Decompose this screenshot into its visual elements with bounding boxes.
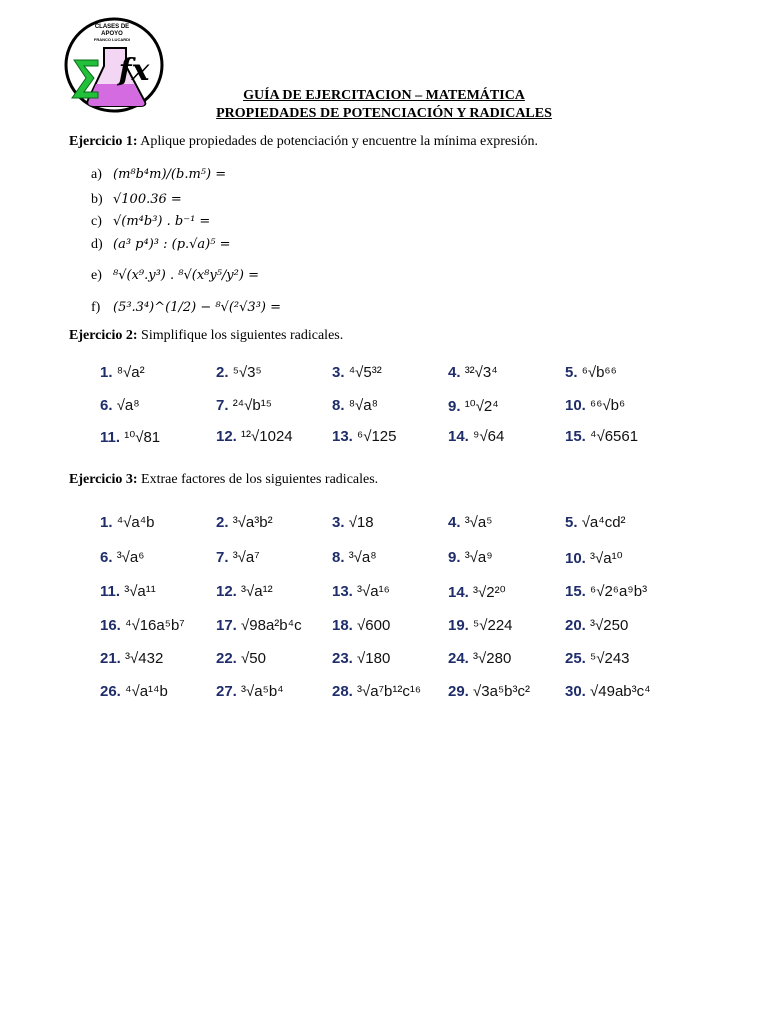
- item-number: 9.: [448, 398, 461, 415]
- item-expression: (a³ p⁴)³ : (p.√a)⁵ =: [113, 237, 231, 252]
- logo-line2: APOYO: [101, 31, 123, 37]
- item-number: 9.: [448, 549, 461, 566]
- item-radical: ⁵√243: [590, 650, 630, 667]
- item-radical: √180: [357, 650, 391, 667]
- item-number: 30.: [565, 683, 586, 700]
- item-number: 19.: [448, 617, 469, 634]
- logo-fx: fx: [118, 53, 150, 88]
- item-number: 3.: [332, 364, 345, 381]
- item-number: 21.: [100, 650, 121, 667]
- item-radical: ⁴√16a⁵b⁷: [125, 617, 185, 634]
- ex3-item: [448, 549, 493, 566]
- item-number: 10.: [565, 397, 586, 414]
- item-radical: ⁶⁶√b⁶: [590, 397, 626, 414]
- ex3-item: [565, 650, 630, 667]
- ex3-item: [565, 583, 647, 600]
- ex2-item: [448, 397, 499, 415]
- ex3-item: [332, 617, 390, 634]
- ex2-item: [332, 364, 382, 381]
- ex2-item: [565, 364, 617, 381]
- ex3-item: [332, 683, 421, 700]
- item-radical: √18: [348, 514, 374, 531]
- ex3-item: [100, 549, 144, 566]
- item-number: 12.: [216, 583, 237, 600]
- ex2-item: [332, 397, 378, 414]
- item-radical: ⁶√b⁶⁶: [581, 364, 617, 381]
- exercise-3-text: Extrae factores de los siguientes radicales.: [137, 472, 379, 487]
- item-radical: ³√a⁶: [116, 549, 145, 566]
- logo-line1: CLASES DE: [94, 24, 130, 30]
- exercise-3-heading: [69, 472, 378, 488]
- item-radical: ³√280: [473, 650, 512, 667]
- item-radical: ³√a⁷b¹²c¹⁶: [357, 683, 422, 700]
- item-radical: ⁴√a⁴b: [116, 514, 155, 531]
- item-radical: √50: [241, 650, 266, 667]
- ex3-item: [448, 683, 530, 700]
- item-label: b): [91, 192, 103, 207]
- item-label: a): [91, 167, 102, 182]
- item-radical: ⁴√5³²: [348, 364, 382, 381]
- exercise-3-label: Ejercicio 3:: [69, 472, 138, 487]
- item-number: 22.: [216, 650, 237, 667]
- exercise-1-item-c: [91, 213, 210, 230]
- item-number: 6.: [100, 397, 113, 414]
- item-number: 13.: [332, 583, 353, 600]
- ex2-item: [565, 397, 625, 414]
- item-radical: √600: [357, 617, 391, 634]
- ex2-item: [332, 428, 396, 445]
- exercise-1-text: Aplique propiedades de potenciación y encuentre la mínima expresión.: [137, 134, 538, 149]
- item-number: 13.: [332, 428, 353, 445]
- ex3-item: [216, 683, 284, 700]
- ex3-item: [332, 514, 374, 531]
- item-radical: ³√a⁵b⁴: [241, 683, 284, 700]
- item-expression: √(m⁴b³) . b⁻¹ =: [113, 214, 211, 229]
- item-expression: ⁸√(x⁹.y³) . ⁸√(x⁸y⁵/y²) =: [113, 268, 259, 283]
- ex3-item: [216, 514, 273, 531]
- ex2-item: [100, 364, 145, 381]
- exercise-1-item-a: [91, 166, 226, 183]
- exercise-1-item-d: [91, 236, 231, 253]
- item-radical: ⁹√64: [473, 428, 505, 445]
- ex3-item: [565, 617, 628, 634]
- item-number: 18.: [332, 617, 353, 634]
- item-label: c): [91, 214, 102, 229]
- item-number: 7.: [216, 549, 229, 566]
- item-radical: ¹²√1024: [241, 428, 293, 445]
- item-radical: ⁸√a⁸: [348, 397, 378, 414]
- item-number: 16.: [100, 617, 121, 634]
- item-radical: √3a⁵b³c²: [473, 683, 530, 700]
- exercise-1-item-e: [91, 267, 259, 284]
- item-number: 1.: [100, 514, 113, 531]
- item-number: 11.: [100, 429, 121, 446]
- item-radical: ¹⁰√2⁴: [464, 398, 499, 415]
- item-radical: ³√a¹⁰: [590, 550, 623, 567]
- item-radical: ⁶√2⁶a⁹b³: [590, 583, 648, 600]
- exercise-2-text: Simplifique los siguientes radicales.: [137, 328, 344, 343]
- item-radical: ³√a¹⁶: [357, 583, 390, 600]
- item-radical: ³√a³b²: [232, 514, 273, 531]
- item-radical: √a⁸: [116, 397, 140, 414]
- item-number: 3.: [332, 514, 345, 531]
- item-radical: √a⁴cd²: [581, 514, 626, 531]
- item-radical: ³√a⁷: [232, 549, 260, 566]
- item-number: 28.: [332, 683, 353, 700]
- exercise-1-label: Ejercicio 1:: [69, 134, 138, 149]
- ex3-item: [332, 583, 390, 600]
- item-radical: ³√a⁵: [464, 514, 493, 531]
- ex3-item: [100, 617, 185, 634]
- ex2-item: [100, 397, 140, 414]
- exercise-1-item-f: [91, 299, 281, 316]
- ex3-item: [448, 617, 513, 634]
- item-radical: ⁴√a¹⁴b: [125, 683, 168, 700]
- item-number: 29.: [448, 683, 469, 700]
- ex3-item: [332, 549, 377, 566]
- item-radical: √98a²b⁴c: [241, 617, 302, 634]
- item-number: 17.: [216, 617, 237, 634]
- ex3-item: [565, 549, 623, 567]
- item-radical: ⁸√a²: [116, 364, 145, 381]
- ex3-item: [216, 549, 260, 566]
- exercise-1-heading: [69, 134, 538, 150]
- ex3-item: [216, 583, 273, 600]
- ex3-item: [100, 683, 168, 700]
- item-number: 7.: [216, 397, 229, 414]
- item-radical: ²⁴√b¹⁵: [232, 397, 272, 414]
- ex2-item: [216, 364, 262, 381]
- item-radical: ⁶√125: [357, 428, 397, 445]
- item-radical: ³√a¹¹: [124, 583, 156, 600]
- ex3-item: [332, 650, 390, 667]
- title-line2: PROPIEDADES DE POTENCIACIÓN Y RADICALES: [216, 106, 552, 121]
- item-radical: ³√2²⁰: [473, 584, 506, 601]
- ex2-item: [216, 428, 293, 445]
- item-number: 1.: [100, 364, 113, 381]
- item-number: 4.: [448, 514, 461, 531]
- ex3-item: [448, 650, 511, 667]
- exercise-1-item-b: [91, 191, 182, 208]
- item-label: d): [91, 237, 103, 252]
- ex3-item: [448, 514, 492, 531]
- item-number: 2.: [216, 514, 229, 531]
- item-label: f): [91, 300, 101, 315]
- item-number: 10.: [565, 550, 586, 567]
- ex3-item: [216, 617, 302, 634]
- item-radical: ³√250: [590, 617, 629, 634]
- item-radical: ³√a⁸: [348, 549, 377, 566]
- item-number: 23.: [332, 650, 353, 667]
- ex3-item: [100, 583, 156, 600]
- item-number: 8.: [332, 397, 345, 414]
- item-number: 8.: [332, 549, 345, 566]
- item-radical: ¹⁰√81: [124, 429, 161, 446]
- item-radical: ⁵√3⁵: [232, 364, 262, 381]
- item-radical: ⁵√224: [473, 617, 513, 634]
- item-expression: √100.36 =: [113, 192, 182, 207]
- item-radical: ⁴√6561: [590, 428, 639, 445]
- ex2-item: [565, 428, 638, 445]
- item-number: 2.: [216, 364, 229, 381]
- item-number: 26.: [100, 683, 121, 700]
- item-radical: ³√a⁹: [464, 549, 493, 566]
- item-number: 14.: [448, 428, 469, 445]
- item-number: 25.: [565, 650, 586, 667]
- ex3-item: [100, 514, 155, 531]
- item-number: 27.: [216, 683, 237, 700]
- ex3-item: [100, 650, 163, 667]
- item-radical: ³²√3⁴: [464, 364, 498, 381]
- ex3-item: [216, 650, 266, 667]
- item-number: 14.: [448, 584, 469, 601]
- ex3-item: [565, 514, 626, 531]
- item-number: 15.: [565, 428, 586, 445]
- item-number: 11.: [100, 583, 121, 600]
- title-line1: GUÍA DE EJERCITACION – MATEMÁTICA: [243, 88, 525, 103]
- logo-line3: FRANCO LUCARDI: [93, 37, 131, 42]
- item-radical: ³√a¹²: [241, 583, 273, 600]
- ex2-item: [448, 364, 498, 381]
- item-expression: (m⁸b⁴m)/(b.m⁵) =: [113, 167, 227, 182]
- item-number: 5.: [565, 364, 578, 381]
- item-number: 12.: [216, 428, 237, 445]
- item-number: 20.: [565, 617, 586, 634]
- item-radical: ³√432: [125, 650, 164, 667]
- ex2-item: [448, 428, 504, 445]
- ex2-item: [100, 428, 160, 446]
- item-number: 5.: [565, 514, 578, 531]
- item-number: 24.: [448, 650, 469, 667]
- ex3-item: [448, 583, 506, 601]
- item-expression: (5³.3⁴)^(1/2) − ⁸√(²√3³) =: [113, 300, 281, 315]
- item-number: 15.: [565, 583, 586, 600]
- ex2-item: [216, 397, 272, 414]
- ex3-item: [565, 683, 651, 700]
- exercise-2-label: Ejercicio 2:: [69, 328, 138, 343]
- item-number: 6.: [100, 549, 113, 566]
- item-number: 4.: [448, 364, 461, 381]
- item-label: e): [91, 268, 102, 283]
- item-radical: √49ab³c⁴: [590, 683, 651, 700]
- exercise-2-heading: [69, 328, 343, 344]
